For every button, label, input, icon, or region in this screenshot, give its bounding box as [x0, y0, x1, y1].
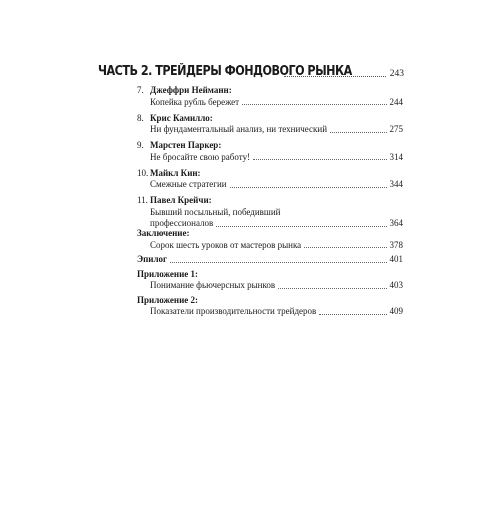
epilogue-page-number: 401: [389, 254, 403, 264]
chapter-trader-name: Джеффри Нейманн:: [150, 85, 232, 95]
chapter-entry-7: [137, 85, 403, 108]
appendix-2-title: Показатели производительности трейдеров: [150, 306, 317, 316]
chapter-trader-name: Марстен Паркер:: [150, 140, 222, 150]
chapter-number: 8.: [137, 112, 144, 123]
dot-leader: [253, 159, 386, 160]
conclusion-title: Сорок шесть уроков от мастеров рынка: [150, 239, 302, 250]
chapter-entry-11: [137, 195, 403, 230]
conclusion-page-number: 378: [389, 239, 403, 250]
chapter-page-number: 314: [389, 151, 403, 162]
part-title: ЧАСТЬ 2. ТРЕЙДЕРЫ ФОНДОВОГО РЫНКА: [98, 64, 352, 79]
appendix-1-page-number: 403: [389, 280, 403, 290]
chapter-trader-name: Крис Камилло:: [150, 112, 213, 123]
chapter-page-number: 275: [389, 124, 403, 134]
chapter-page-number: 344: [389, 179, 403, 189]
dot-leader: [304, 247, 386, 248]
dot-leader: [230, 187, 387, 188]
conclusion-label: Заключение:: [137, 228, 190, 238]
dot-leader: [170, 262, 386, 263]
chapter-number: 10.: [137, 167, 149, 178]
chapter-number: 11.: [137, 195, 148, 205]
epilogue-label: Эпилог: [137, 254, 168, 264]
chapter-list: [137, 85, 403, 234]
dot-leader: [319, 314, 386, 315]
chapter-trader-name: Павел Крейчи:: [150, 195, 212, 205]
dot-leader: [216, 226, 386, 227]
chapter-entry-8: [137, 113, 403, 136]
appendix-1-label: Приложение 1:: [137, 268, 199, 279]
chapter-number: 7.: [137, 85, 144, 95]
part-page-number: 243: [389, 69, 404, 79]
dot-leader: [330, 132, 386, 133]
chapter-title: Не бросайте свою работу!: [150, 151, 251, 162]
chapter-page-number: 244: [389, 96, 403, 107]
chapter-title: Смежные стратегии: [150, 179, 227, 189]
dot-leader: [278, 288, 386, 289]
chapter-title-line-1: Бывший посыльный, победивший: [150, 206, 281, 217]
part-heading-row: [98, 60, 404, 80]
chapter-title: Копейка рубль бережет: [150, 96, 240, 107]
appendix-2-label: Приложение 2:: [137, 294, 199, 305]
chapter-number: 9.: [137, 140, 144, 150]
appendix-1-entry: [137, 269, 403, 292]
conclusion-entry: [137, 228, 403, 251]
chapter-title-line-2: профессионалов: [150, 218, 214, 228]
chapter-page-number: 364: [389, 218, 403, 228]
epilogue-entry: [137, 254, 403, 266]
chapter-title: Ни фундаментальный анализ, ни технический: [150, 124, 328, 134]
appendix-2-entry: [137, 295, 403, 318]
back-matter-list: [137, 228, 403, 321]
dot-leader: [242, 104, 386, 105]
chapter-entry-9: [137, 140, 403, 163]
chapter-trader-name: Майкл Кин:: [150, 167, 201, 178]
appendix-1-title: Понимание фьючерсных рынков: [150, 280, 276, 290]
chapter-entry-10: [137, 168, 403, 191]
appendix-2-page-number: 409: [389, 306, 403, 316]
